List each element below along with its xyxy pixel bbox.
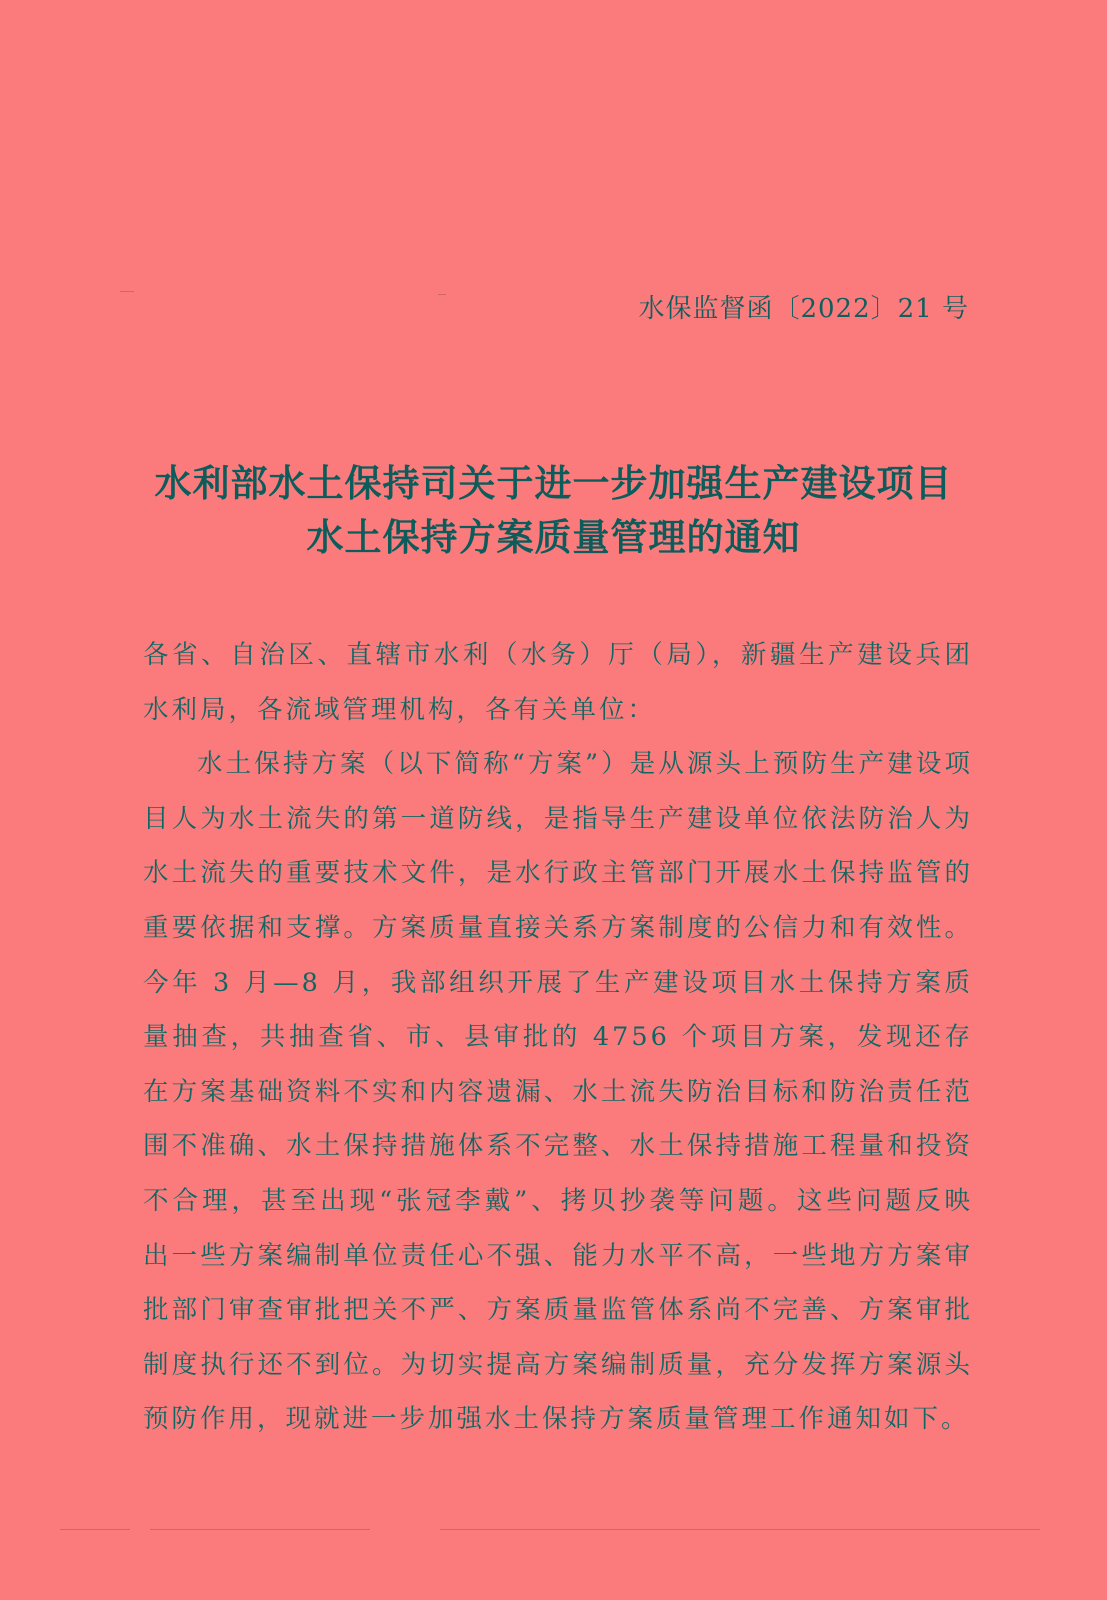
scan-mark [120,291,134,292]
scan-mark [60,1529,130,1530]
document-body [143,628,973,1447]
document-title-line-1: 水利部水土保持司关于进一步加强生产建设项目 [154,462,953,505]
document-title-line-2: 水土保持方案质量管理的通知 [306,516,801,559]
document-number: 水保监督函〔2022〕21 号 [638,294,969,324]
scan-mark [150,1529,370,1530]
scan-mark [440,1529,1040,1530]
scan-mark [438,294,446,295]
salutation: 各省、自治区、直辖市水利（水务）厅（局），新疆生产建设兵团水利局，各流域管理机构，各有关单位： [143,640,973,725]
body-paragraph: 水土保持方案（以下简称“方案”）是从源头上预防生产建设项目人为水土流失的第一道防线，是指导生产建设单位依法防治人为水土流失的重要技术文件，是水行政主管部门开展水土保持监管的重要依据和支撑。方案质量直接关系方案制度的公信力和有效性。今年 3 月—8 月，我部组织开展了生产建设项目水土保持方案质量抽查，共抽查省、市、县审批的 4756 个项目方案，发现还存在方案基础资料不实和内容遗漏、水土流失防治目标和防治责任范围不准确、水土保持措施体系不完整、水土保持措施工程量和投资不合理，甚至出现“张冠李戴”、拷贝抄袭等问题。这些问题反映出一些方案编制单位责任心不强、能力水平不高，一些地方方案审批部门审查审批把关不严、方案质量监管体系尚不完善、方案审批制度执行还不到位。为切实提高方案编制质量，充分发挥方案源头预防作用，现就进一步加强水土保持方案质量管理工作通知如下。 [143,749,973,1435]
